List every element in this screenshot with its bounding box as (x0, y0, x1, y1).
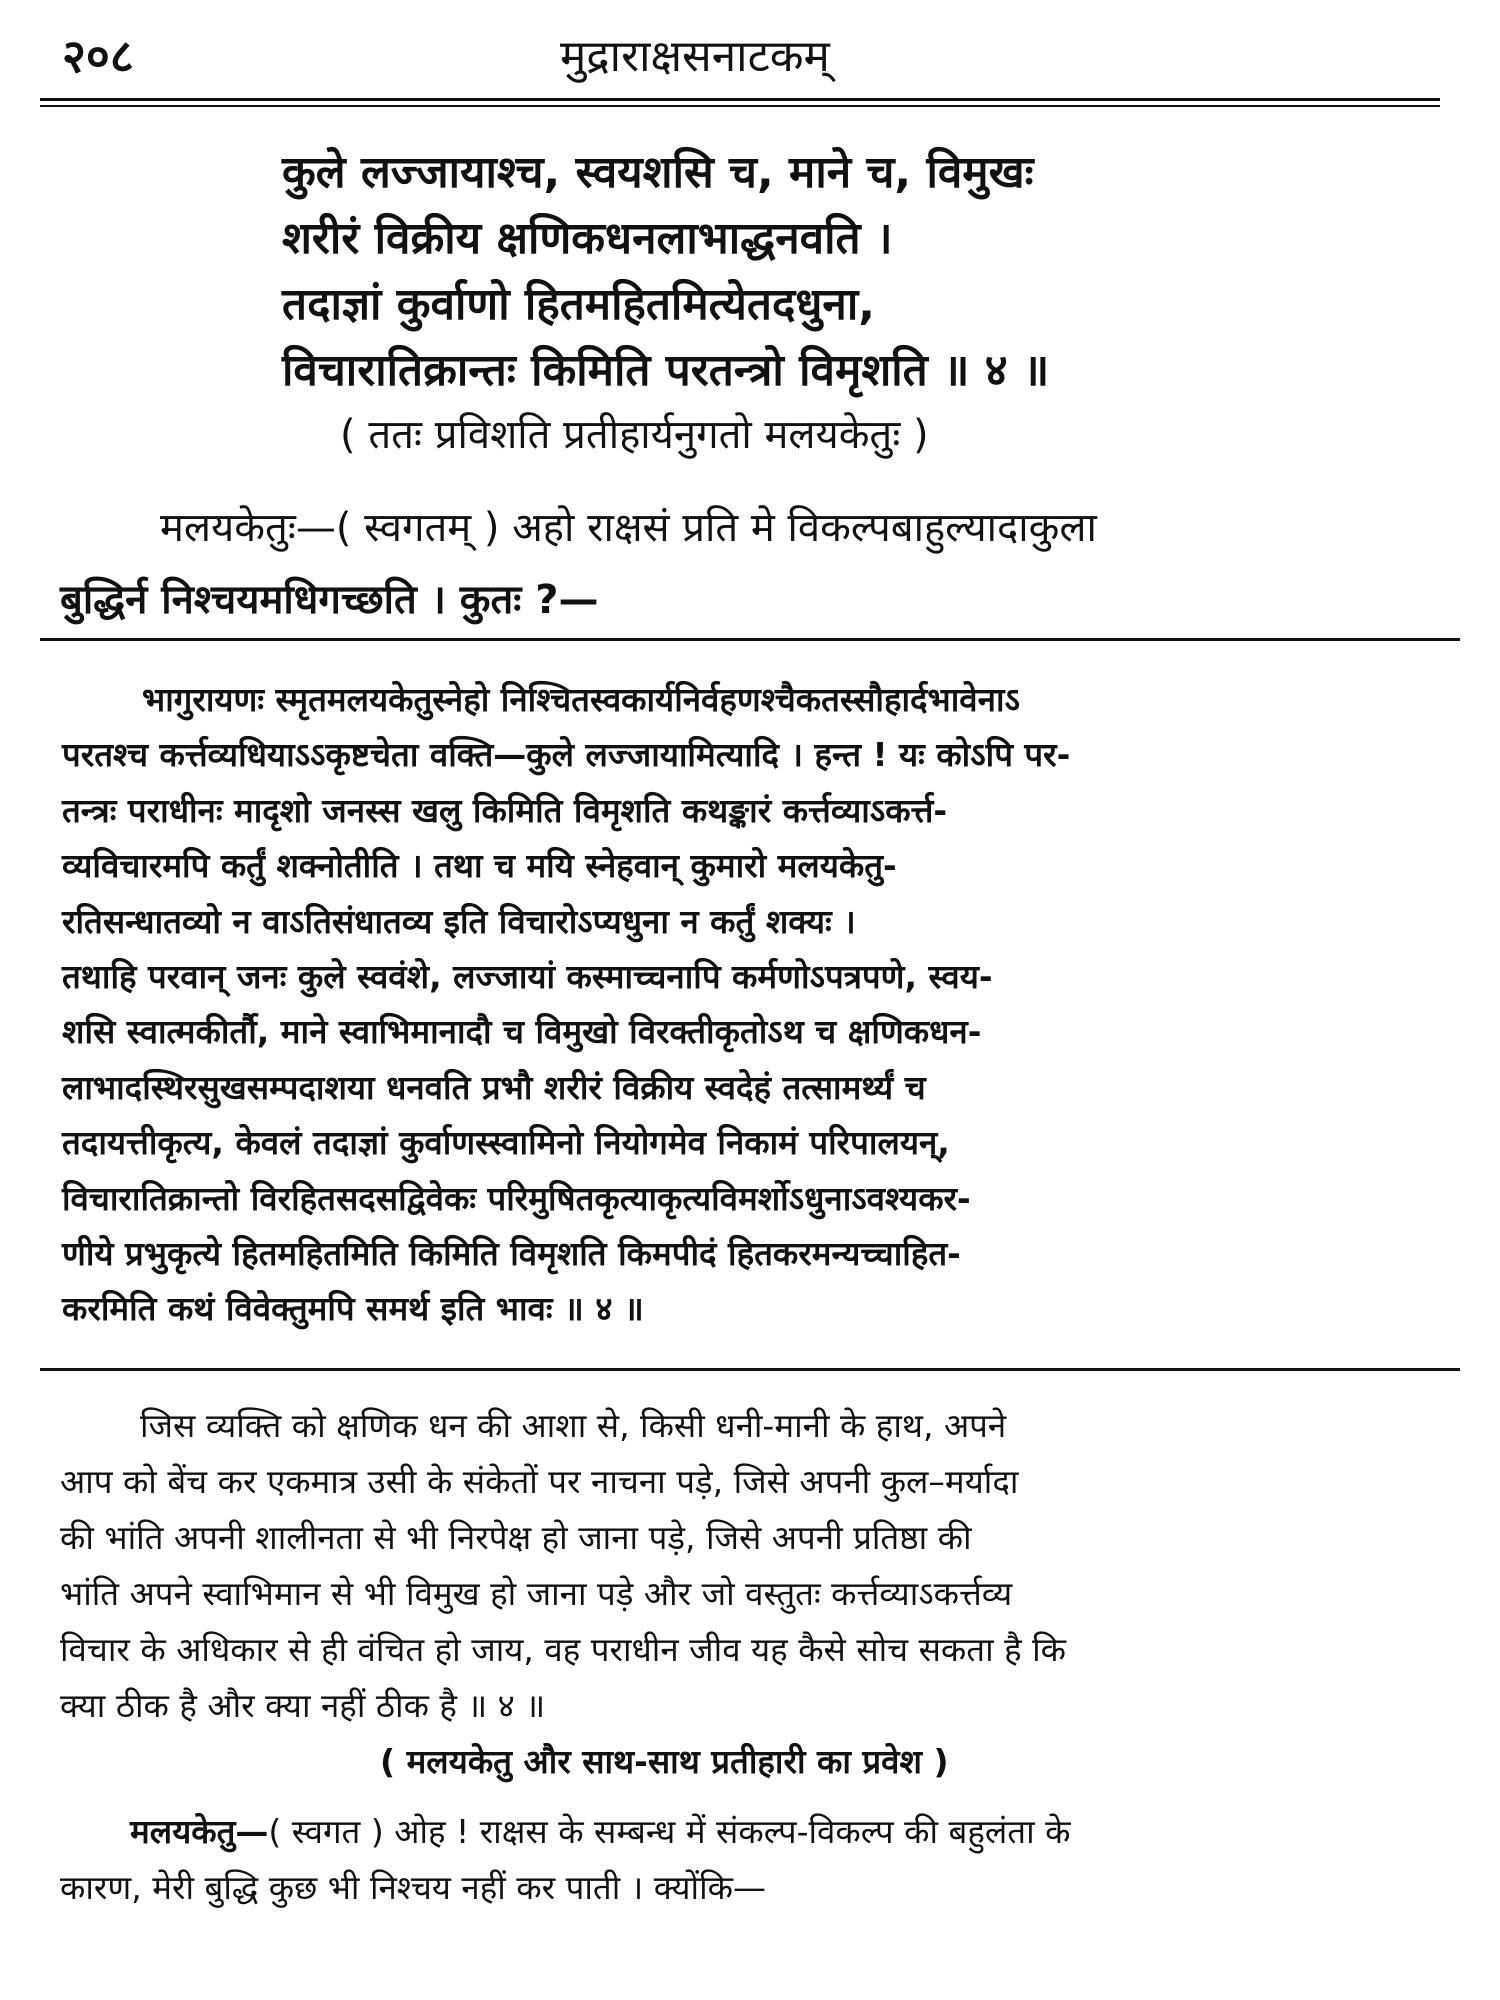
page-number: २०८ (62, 29, 134, 83)
stage-direction: ( ततः प्रविशति प्रतीहार्यनुगतो मलयकेतुः ) (340, 412, 929, 458)
commentary-line: भागुरायणः स्मृतमलयकेतुस्नेहो निश्चितस्वकार्यनिर्वहणश्चैकतस्सौहार्दभावेनाऽ (142, 680, 1020, 719)
translation-speech-continuation: कारण, मेरी बुद्धि कुछ भी निश्चय नहीं कर पाती । क्योंकि— (60, 1868, 766, 1907)
translation-line: भांति अपने स्वाभिमान से भी विमुख हो जाना पड़े और जो वस्तुतः कर्त्तव्याऽकर्त्तव्य (60, 1574, 1013, 1613)
verse-line: तदाज्ञां कुर्वाणो हितमहितमित्येतदधुना, (282, 279, 875, 330)
commentary-line: परतश्च कर्त्तव्यधियाऽऽकृष्टचेता वक्ति—कुले लज्जायामित्यादि । हन्त ! यः कोऽपि पर- (62, 735, 1071, 775)
running-head (0, 22, 1500, 82)
commentary-line: विचारातिक्रान्तो विरहितसदसद्विवेकः परिमुषितकृत्याकृत्यविमर्शोऽधुनाऽवश्यकर- (62, 1178, 971, 1218)
commentary-line: तन्त्रः पराधीनः मादृशो जनस्स खलु किमिति विमृशति कथङ्कारं कर्त्तव्याऽकर्त्त- (62, 790, 948, 830)
verse-line: विचारातिक्रान्तः किमिति परतन्त्रो विमृशति ॥ ४ ॥ (282, 345, 1050, 396)
translation-stage-direction: ( मलयकेतु और साथ-साथ प्रतीहारी का प्रवेश ) (380, 1742, 949, 1781)
section-rule (40, 1368, 1460, 1371)
commentary-line: लाभादस्थिरसुखसम्पदाशया धनवति प्रभौ शरीरं विक्रीय स्वदेहं तत्सामर्थ्यं च (62, 1067, 926, 1107)
section-rule (40, 638, 1460, 641)
verse-line: शरीरं विक्रीय क्षणिकधनलाभाद्धनवति । (282, 213, 893, 264)
translation-line: की भांति अपनी शालीनता से भी निरपेक्ष हो जाना पड़े, जिसे अपनी प्रतिष्ठा की (60, 1518, 972, 1557)
translation-speech-line (60, 1804, 1460, 1860)
dialogue-continuation: बुद्धिर्न निश्चयमधिगच्छति । कुतः ?— (60, 577, 599, 623)
commentary-line: व्यविचारमपि कर्तुं शक्नोतीति । तथा च मयि स्नेहवान् कुमारो मलयकेतु- (62, 846, 897, 886)
commentary-line: तदायत्तीकृत्य, केवलं तदाज्ञां कुर्वाणस्स्वामिनो नियोगमेव निकामं परिपालयन्, (62, 1123, 950, 1163)
verse-line: कुले लज्जायाश्च, स्वयशसि च, माने च, विमुखः (282, 147, 1034, 198)
commentary-line: णीये प्रभुकृत्ये हितमहितमिति किमिति विमृशति किमपीदं हितकरमन्यच्चाहित- (62, 1233, 961, 1273)
translation-line: आप को बेंच कर एकमात्र उसी के संकेतों पर नाचना पड़े, जिसे अपनी कुल–मर्यादा (60, 1462, 1019, 1501)
header-rule (40, 98, 1440, 107)
verse-block (282, 140, 1432, 404)
translation-speaker: मलयकेतु— (130, 1812, 269, 1851)
translation-speech-text: ( स्वगत ) ओह ! राक्षस के सम्बन्ध में संकल्प-विकल्प की बहुलंता के (268, 1812, 1071, 1851)
translation-line: जिस व्यक्ति को क्षणिक धन की आशा से, किसी धनी-मानी के हाथ, अपने (140, 1406, 1007, 1445)
commentary-line: तथाहि परवान् जनः कुले स्ववंशे, लज्जायां कस्माच्चनापि कर्मणोऽपत्रपणे, स्वय- (62, 956, 993, 996)
dialogue-line (60, 492, 1460, 564)
commentary-block (62, 672, 1462, 1337)
commentary-line: करमिति कथं विवेक्तुमपि समर्थ इति भावः ॥ ४ ॥ (62, 1289, 644, 1329)
translation-line: क्या ठीक है और क्या नहीं ठीक है ॥ ४ ॥ (60, 1686, 546, 1725)
dialogue-aside: ( स्वगतम् ) अहो राक्षसं प्रति मे विकल्पबाहुल्यादाकुला (335, 505, 1097, 551)
dialogue-block (60, 492, 1460, 636)
commentary-line: रतिसन्धातव्यो न वाऽतिसंधातव्य इति विचारोऽप्यधुना न कर्तुं शक्यः । (62, 901, 856, 941)
running-title: मुद्राराक्षसनाटकम् (560, 31, 830, 82)
commentary-line: शसि स्वात्मकीर्तौ, माने स्वाभिमानादौ च विमुखो विरक्तीकृतोऽथ च क्षणिकधन- (62, 1012, 982, 1052)
dialogue-speaker: मलयकेतुः— (160, 505, 336, 551)
translation-line: विचार के अधिकार से ही वंचित हो जाय, वह पराधीन जीव यह कैसे सोच सकता है कि (60, 1630, 1067, 1669)
translation-block (60, 1398, 1460, 1916)
